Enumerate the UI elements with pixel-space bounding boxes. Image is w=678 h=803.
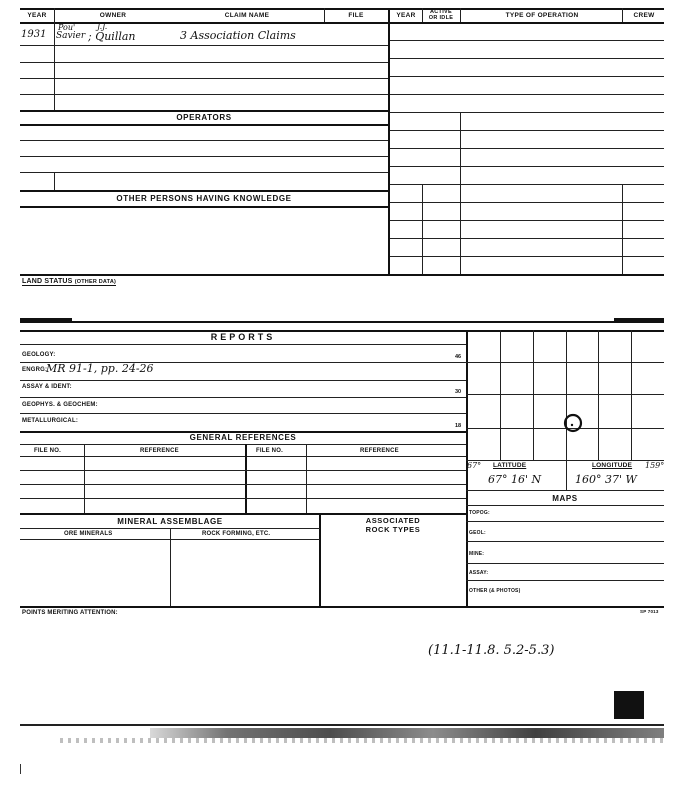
- general-references-title: GENERAL REFERENCES: [189, 433, 297, 442]
- mineral-assemblage-title: MINERAL ASSEMBLAGE: [117, 517, 223, 526]
- ref-header-reference-1: REFERENCE: [140, 448, 179, 454]
- entry-owner-name: ; Quillan: [88, 30, 136, 43]
- land-status-line: [22, 278, 116, 286]
- entry-owner-initials: J.J.: [97, 22, 108, 31]
- map-other: OTHER (& PHOTOS): [469, 588, 521, 594]
- points-meriting-attention: POINTS MERITING ATTENTION:: [22, 610, 118, 616]
- longitude-value: 160° 37' W: [575, 473, 637, 486]
- entry-owner-pou: Pou': [58, 23, 76, 32]
- latitude-label: LATITUDE: [493, 462, 527, 469]
- location-circle-mark: [562, 412, 586, 434]
- ref-header-file-no-1: FILE NO.: [34, 448, 61, 454]
- report-metallurgical-label: METALLURGICAL:: [22, 418, 79, 424]
- header-file: FILE: [348, 12, 364, 19]
- land-status-sub: (OTHER DATA): [74, 279, 117, 285]
- longitude-label: LONGITUDE: [592, 462, 633, 469]
- other-persons-title: OTHER PERSONS HAVING KNOWLEDGE: [116, 194, 292, 203]
- land-status-label: LAND STATUS: [22, 278, 73, 285]
- map-assay: ASSAY:: [469, 570, 489, 576]
- report-geology-label: GEOLOGY:: [22, 352, 56, 358]
- ore-minerals-label: ORE MINERALS: [64, 531, 113, 537]
- entry-claim-name: 3 Association Claims: [180, 29, 296, 42]
- rock-forming-label: ROCK FORMING, ETC.: [202, 531, 271, 537]
- header-active: ACTIVE: [430, 9, 452, 15]
- maps-title: MAPS: [552, 494, 578, 503]
- entry-year: 1931: [21, 29, 47, 40]
- report-assay-label: ASSAY & IDENT:: [22, 384, 72, 390]
- entry-owner-savier: Savier: [56, 31, 86, 41]
- header-owner: OWNER: [99, 12, 127, 19]
- header-type-of-operation: TYPE OF OPERATION: [505, 12, 579, 19]
- map-topog: TOPOG:: [469, 510, 490, 516]
- header-crew: CREW: [633, 12, 655, 19]
- latitude-value: 67° 16' N: [488, 473, 542, 486]
- header-claim-name: CLAIM NAME: [224, 12, 270, 19]
- form-number: SP 7013: [640, 609, 659, 614]
- header-year: YEAR: [27, 12, 47, 19]
- ref-header-file-no-2: FILE NO.: [256, 448, 283, 454]
- report-assay-num: 30: [455, 389, 462, 395]
- map-mine: MINE:: [469, 551, 485, 557]
- report-engrg-value: MR 91-1, pp. 24-26: [46, 362, 154, 375]
- handwritten-note: (11.1-11.8. 5.2-5.3): [428, 643, 555, 658]
- report-metallurgical-num: 18: [455, 423, 462, 429]
- header-or-idle: OR IDLE: [428, 15, 454, 21]
- header-active-or-idle: [422, 9, 460, 21]
- report-engrg-label: ENGRG:: [22, 367, 48, 373]
- header-year-right: YEAR: [396, 12, 416, 19]
- associated-title-line1: ASSOCIATED: [365, 516, 421, 525]
- map-geol: GEOL:: [469, 530, 486, 536]
- report-geology-num: 46: [455, 354, 462, 360]
- long-suffix: 159°: [645, 461, 665, 470]
- operators-title: OPERATORS: [176, 113, 232, 122]
- associated-rock-types-title: [320, 516, 466, 534]
- associated-title-line2: ROCK TYPES: [365, 525, 421, 534]
- reports-title: REPORTS: [210, 332, 276, 342]
- lat-prefix: 67°: [467, 461, 482, 470]
- report-geophys-label: GEOPHYS. & GEOCHEM:: [22, 402, 98, 408]
- ref-header-reference-2: REFERENCE: [360, 448, 399, 454]
